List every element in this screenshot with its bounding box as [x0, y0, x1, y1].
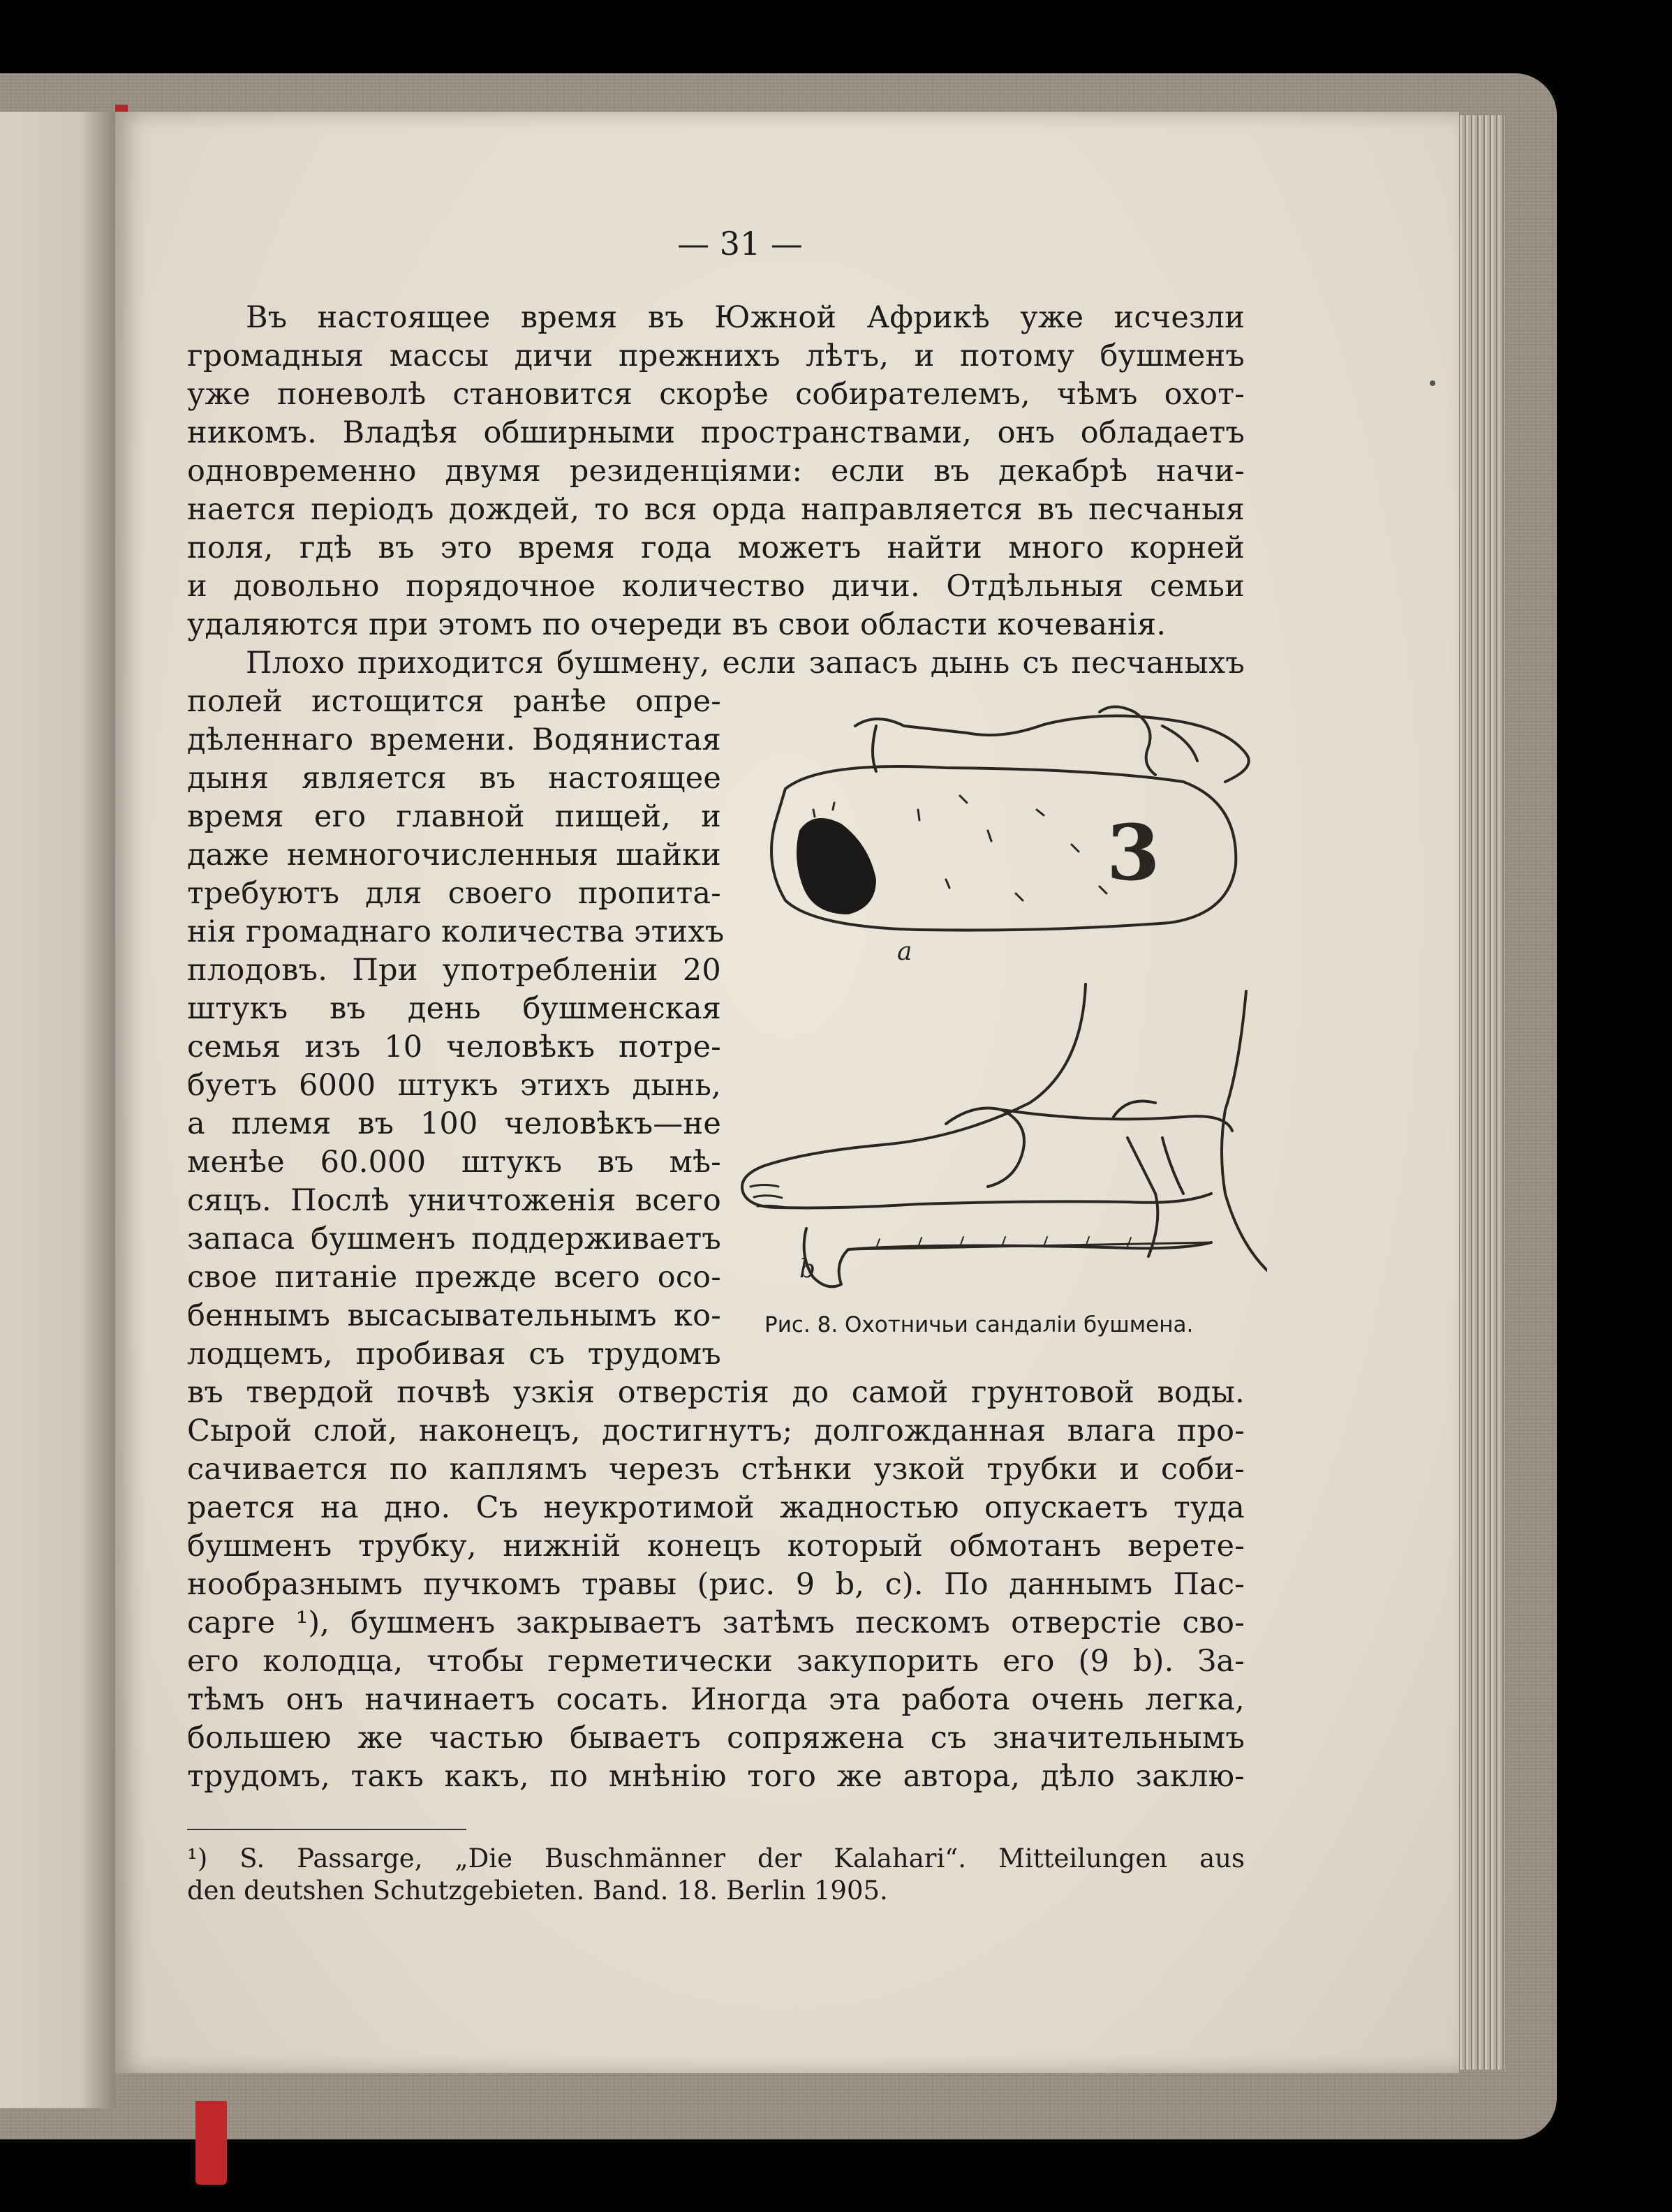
page-edges	[1456, 115, 1504, 2070]
sandal-a-strap	[873, 726, 876, 771]
text-line: лодцемъ, пробивая съ трудомъ	[187, 1337, 721, 1372]
paragraph-2-first-line	[187, 644, 1245, 683]
foot-outline	[742, 984, 1211, 1208]
figure-caption: Рис. 8. Охотничьи сандаліи бушмена.	[764, 1312, 1194, 1337]
text-line: дыня является въ настоящее	[187, 761, 721, 796]
figure-label-b: b	[799, 1255, 816, 1284]
text-line: менѣе 60.000 штукъ въ мѣ-	[187, 1145, 721, 1180]
text-line: даже немногочисленныя шайки	[187, 838, 721, 873]
sandal-b-strap	[1114, 1101, 1155, 1118]
text-line: уже поневолѣ становится скорѣе собирателемъ, чѣмъ охот-	[187, 377, 1245, 412]
text-line: Плохо приходится бушмену, если запасъ дынь съ песчаныхъ	[246, 646, 1245, 681]
footnote-line: den deutshen Schutzgebieten. Band. 18. Berlin 1905.	[187, 1876, 888, 1906]
svg-text:3: 3	[1107, 808, 1160, 898]
paragraph-2-narrow-column	[187, 683, 725, 1374]
footnote	[187, 1843, 1245, 1907]
text-line: его колодца, чтобы герметически закупорить его (9 b). За-	[187, 1644, 1245, 1679]
text-line: Сырой слой, наконецъ, достигнутъ; долгожданная влага про-	[187, 1413, 1245, 1448]
text-line: одновременно двумя резиденціями: если въ декабрѣ начи-	[187, 454, 1245, 489]
text-line: свое питаніе прежде всего осо-	[187, 1260, 721, 1295]
text-line: нается періодъ дождей, то вся орда направляется въ песчаныя	[187, 492, 1245, 527]
text-line: плодовъ. При употребленіи 20	[187, 953, 721, 988]
sandal-b-strap	[946, 1108, 1024, 1187]
text-line: бушменъ трубку, нижній конецъ который обмотанъ верете-	[187, 1529, 1245, 1564]
text-line: никомъ. Владѣя обширными пространствами, онъ обладаетъ	[187, 415, 1245, 450]
text-line: трудомъ, такъ какъ, по мнѣнію того же автора, дѣло заклю-	[187, 1759, 1245, 1794]
text-line: сяцъ. Послѣ уничтоженія всего	[187, 1183, 721, 1218]
page-speck	[1430, 380, 1435, 386]
paragraph-2-continuation	[187, 1374, 1245, 1796]
text-line: штукъ въ день бушменская	[187, 991, 721, 1026]
sandal-b-strap	[1162, 1138, 1183, 1194]
text-line: беннымъ высасывательнымъ ко-	[187, 1298, 721, 1333]
text-line: поля, гдѣ въ это время года можетъ найти много корней	[187, 530, 1245, 565]
text-line: время его главной пищей, и	[187, 799, 721, 834]
page-number: — 31 —	[677, 225, 803, 262]
footnote-rule	[187, 1829, 466, 1830]
sandal-a-dark-patch	[797, 818, 876, 914]
paragraph-1	[187, 299, 1245, 644]
text-line: нія громаднаго количества этихъ	[187, 914, 725, 949]
text-line: громадныя массы дичи прежнихъ лѣтъ, и потому бушменъ	[187, 339, 1245, 373]
text-line: требуютъ для своего пропита-	[187, 876, 721, 911]
figure-label-a: a	[897, 937, 912, 966]
text-line: сарге ¹), бушменъ закрываетъ затѣмъ пескомъ отверстіе сво-	[187, 1605, 1245, 1640]
text-line: запаса бушменъ поддерживаетъ	[187, 1222, 721, 1256]
text-line: семья изъ 10 человѣкъ потре-	[187, 1030, 721, 1064]
text-line: тѣмъ онъ начинаетъ сосать. Иногда эта работа очень легка,	[187, 1682, 1245, 1717]
text-line: въ твердой почвѣ узкія отверстія до самой грунтовой воды.	[187, 1375, 1245, 1410]
text-line: а племя въ 100 человѣкъ—не	[187, 1106, 721, 1141]
text-line: дѣленнаго времени. Водянистая	[187, 722, 721, 757]
text-line: и довольно порядочное количество дичи. Отдѣльныя семьи	[187, 569, 1245, 604]
leg-back-outline	[1222, 991, 1267, 1270]
sandal-a-strap	[1162, 726, 1197, 761]
text-line: рается на дно. Съ неукротимой жадностью опускаетъ туда	[187, 1490, 1245, 1525]
footnote-line: ¹) S. Passarge, „Die Buschmänner der Kalahari“. Mitteilungen aus	[187, 1843, 1245, 1873]
bookmark-ribbon	[195, 2101, 227, 2185]
text-line: сачивается по каплямъ черезъ стѣнки узкой трубки и соби-	[187, 1452, 1245, 1487]
sandal-b-strap	[1127, 1138, 1157, 1256]
sandal-b-sole	[804, 1229, 1211, 1286]
text-line: нообразнымъ пучкомъ травы (рис. 9 b, c). По даннымъ Пас-	[187, 1567, 1245, 1602]
left-facing-page	[0, 112, 115, 2108]
sandal-illustration	[737, 705, 1267, 1291]
text-line: большею же частью бываетъ сопряжена съ значительнымъ	[187, 1721, 1245, 1756]
text-line: Въ настоящее время въ Южной Африкѣ уже исчезли	[246, 300, 1245, 335]
text-line: полей истощится ранѣе опре-	[187, 684, 721, 719]
text-line: удаляются при этомъ по очереди въ свои области кочеванія.	[187, 607, 1167, 642]
text-line: буетъ 6000 штукъ этихъ дынь,	[187, 1068, 721, 1103]
